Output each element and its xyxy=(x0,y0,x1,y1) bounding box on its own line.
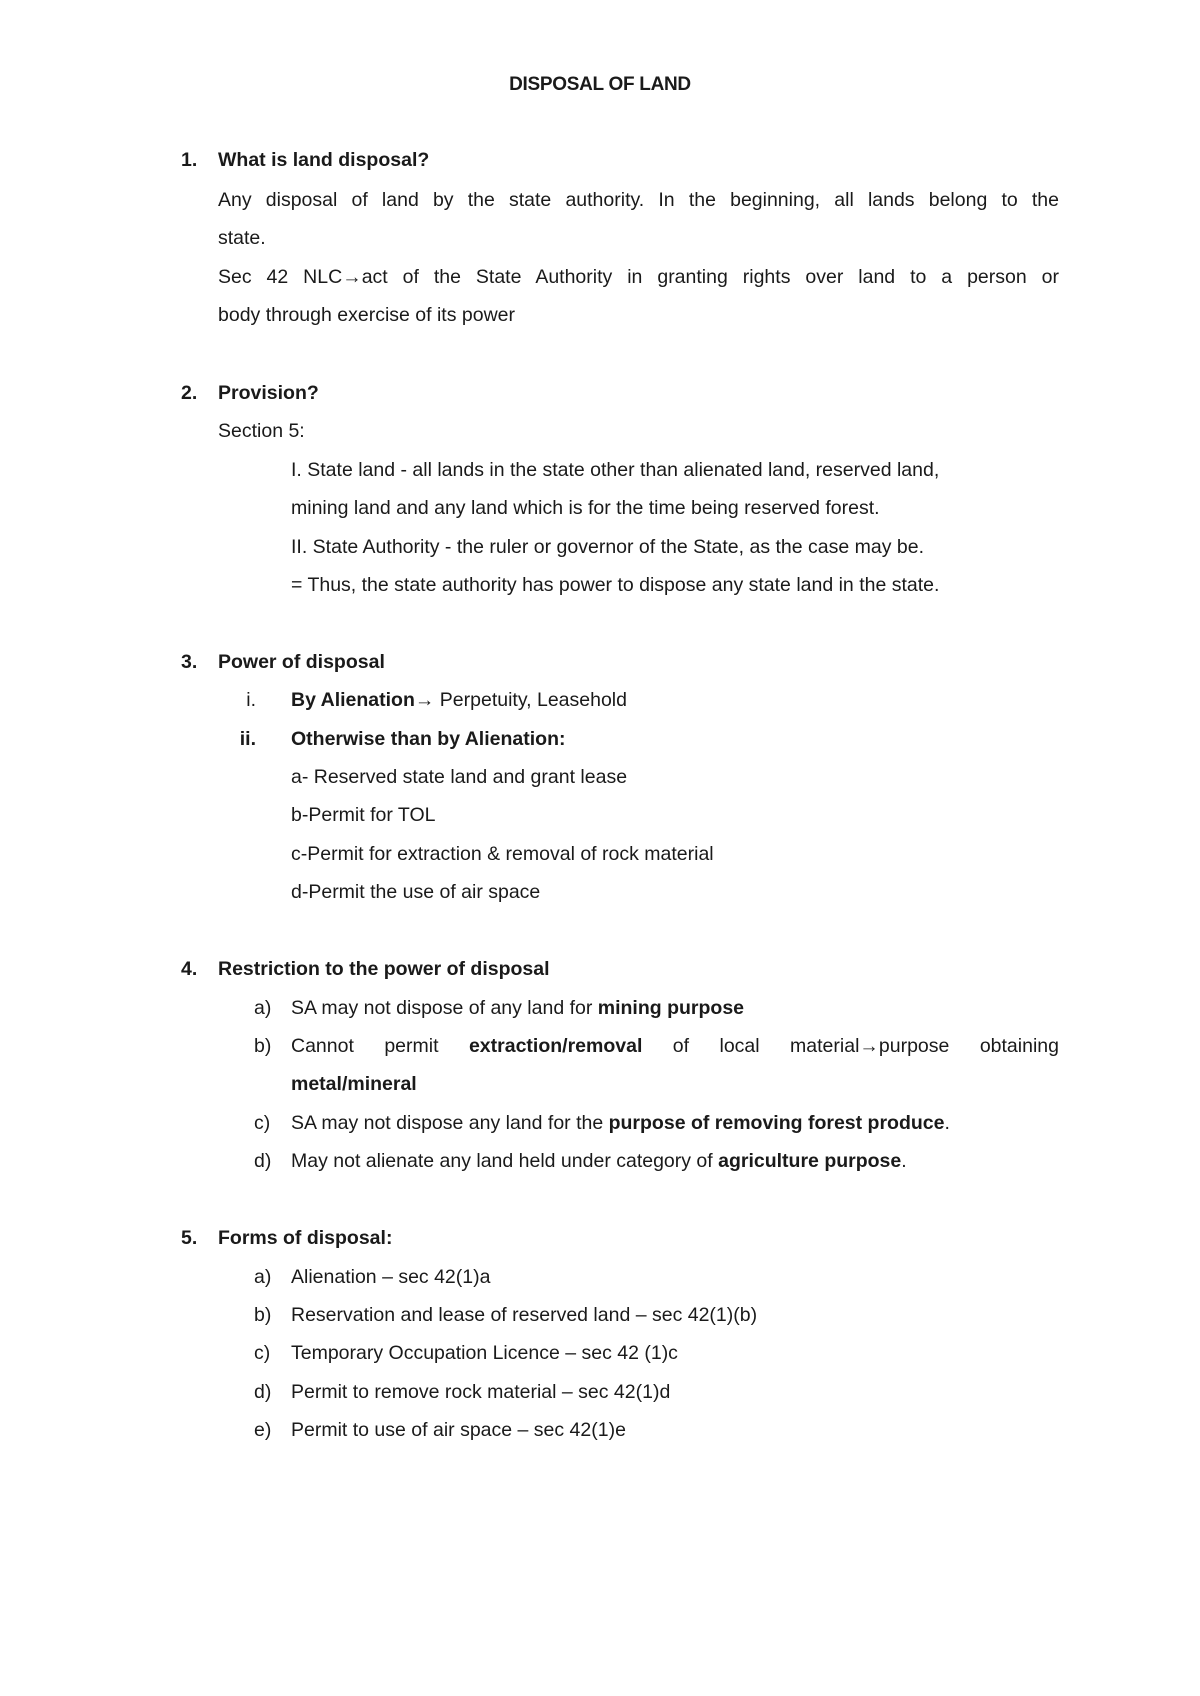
section-5-item-a: Alienation – sec 42(1)a xyxy=(291,1266,491,1288)
section-1-paragraph-2-line-1: Sec 42 NLC→act of the State Authority in granting rights over land to a person or xyxy=(218,266,1059,288)
section-2-subheading: Section 5: xyxy=(218,420,305,442)
section-5-item-e: Permit to use of air space – sec 42(1)e xyxy=(291,1419,626,1441)
section-2-item-i-line-1: I. State land - all lands in the state other than alienated land, reserved land, xyxy=(291,459,940,481)
section-5-marker-b: b) xyxy=(254,1304,272,1326)
section-4-item-c-end: . xyxy=(944,1112,950,1134)
section-5-marker-e: e) xyxy=(254,1419,272,1441)
section-4-number: 4. xyxy=(181,958,198,980)
section-4-item-b-word-2: permit xyxy=(384,1035,439,1057)
section-3-item-ii-a: a- Reserved state land and grant lease xyxy=(291,766,628,788)
section-3-item-i-bold: By Alienation→ xyxy=(291,689,435,711)
section-5-item-c: Temporary Occupation Licence – sec 42 (1)c xyxy=(291,1342,678,1364)
section-4-item-b-word-6: obtaining xyxy=(979,1035,1059,1057)
section-4-item-c-bold: purpose of removing forest produce xyxy=(608,1112,945,1134)
section-4-item-a-bold: mining purpose xyxy=(597,997,745,1019)
section-4-item-b-line-1 xyxy=(291,1034,1059,1058)
section-3-number: 3. xyxy=(181,651,198,673)
section-5-marker-d: d) xyxy=(254,1381,272,1403)
section-5-heading: Forms of disposal: xyxy=(218,1227,393,1249)
section-2-heading: Provision? xyxy=(218,382,319,404)
section-4-item-c xyxy=(291,1111,950,1135)
section-3-marker-ii: ii. xyxy=(239,728,256,750)
section-1-paragraph-1-line-1: Any disposal of land by the state authority. In the beginning, all lands belong to the xyxy=(218,189,1059,211)
section-4-item-b-word-5: material→purpose xyxy=(790,1035,950,1057)
section-3-item-ii-c: c-Permit for extraction & removal of rock material xyxy=(291,843,714,865)
section-4-marker-c: c) xyxy=(254,1112,271,1134)
section-4-item-d-end: . xyxy=(901,1150,907,1172)
section-1-paragraph-1-line-2: state. xyxy=(218,227,266,249)
section-2-item-ii: II. State Authority - the ruler or governor of the State, as the case may be. xyxy=(291,536,924,558)
section-5-item-d: Permit to remove rock material – sec 42(1)d xyxy=(291,1381,671,1403)
section-1-heading: What is land disposal? xyxy=(218,149,430,171)
section-3-heading: Power of disposal xyxy=(218,651,385,673)
section-3-item-ii-b: b-Permit for TOL xyxy=(291,804,436,826)
section-3-item-ii: Otherwise than by Alienation: xyxy=(291,728,566,750)
section-4-item-d xyxy=(291,1149,907,1173)
section-4-item-b-line-2: metal/mineral xyxy=(291,1073,417,1095)
section-2-number: 2. xyxy=(181,382,198,404)
section-2-item-i-line-2: mining land and any land which is for the time being reserved forest. xyxy=(291,497,880,519)
document-title: DISPOSAL OF LAND xyxy=(509,74,691,95)
section-4-marker-a: a) xyxy=(254,997,272,1019)
section-2-conclusion: = Thus, the state authority has power to dispose any state land in the state. xyxy=(291,574,940,596)
section-3-item-i xyxy=(291,688,627,712)
section-4-item-b-bold: extraction/removal xyxy=(468,1035,643,1057)
section-1-paragraph-2-line-2: body through exercise of its power xyxy=(218,304,515,326)
section-4-item-d-bold: agriculture purpose xyxy=(718,1150,902,1172)
section-4-marker-d: d) xyxy=(254,1150,272,1172)
section-4-item-c-text: SA may not dispose any land for the xyxy=(291,1112,609,1134)
section-4-item-a-text: SA may not dispose of any land for xyxy=(291,997,598,1019)
section-4-item-b-word-1: Cannot xyxy=(291,1035,354,1057)
section-4-item-b-word-3: of xyxy=(672,1035,690,1057)
section-4-item-b-word-4: local xyxy=(719,1035,760,1057)
section-3-marker-i: i. xyxy=(246,689,256,711)
section-4-item-a xyxy=(291,996,744,1020)
section-3-item-ii-d: d-Permit the use of air space xyxy=(291,881,541,903)
section-5-number: 5. xyxy=(181,1227,198,1249)
section-4-marker-b: b) xyxy=(254,1035,272,1057)
section-5-marker-c: c) xyxy=(254,1342,271,1364)
section-5-marker-a: a) xyxy=(254,1266,272,1288)
section-4-item-d-text: May not alienate any land held under category of xyxy=(291,1150,719,1172)
section-3-item-i-text: Perpetuity, Leasehold xyxy=(434,689,627,711)
section-5-item-b: Reservation and lease of reserved land – sec 42(1)(b) xyxy=(291,1304,758,1326)
section-1-number: 1. xyxy=(181,149,198,171)
section-4-heading: Restriction to the power of disposal xyxy=(218,958,550,980)
